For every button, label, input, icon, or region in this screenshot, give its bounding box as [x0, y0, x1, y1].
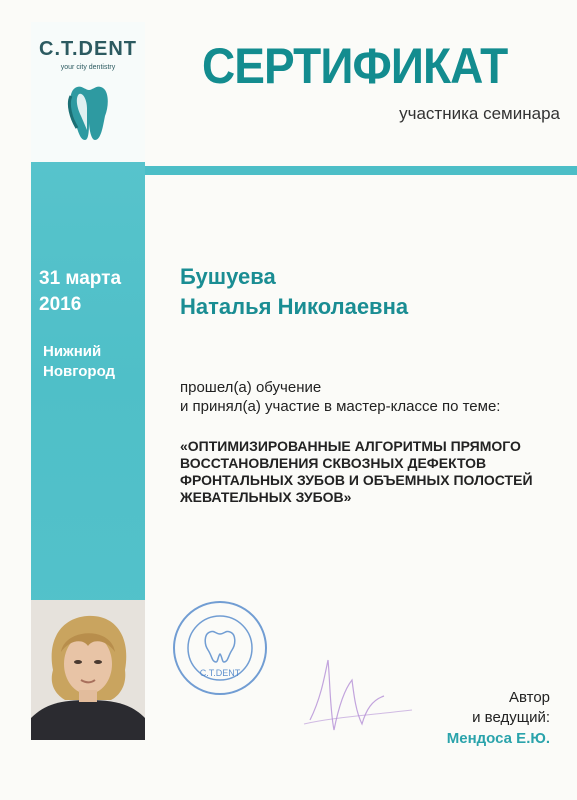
certificate-title: СЕРТИФИКАТ: [201, 38, 508, 94]
participant-name: [180, 262, 560, 322]
author-label: [400, 688, 550, 728]
participant-given-names: Наталья Николаевна: [180, 294, 409, 319]
intro-line-2: и принял(а) участие в мастер-классе по теме:: [180, 398, 501, 415]
intro-line-1: прошел(а) обучение: [180, 379, 322, 396]
certificate-subtitle: участника семинара: [399, 104, 560, 123]
portrait-image: [31, 600, 145, 740]
author-name: Мендоса Е.Ю.: [446, 730, 550, 747]
accent-band: [145, 166, 577, 175]
event-date: [39, 266, 145, 318]
city-line1: Нижний: [43, 343, 102, 360]
seal-stamp-icon: [170, 598, 270, 698]
city-line2: Новгород: [43, 363, 116, 380]
author-label-line1: Автор: [508, 689, 550, 706]
brand-tagline: your city dentistry: [60, 64, 116, 71]
date-year: 2016: [39, 294, 82, 315]
participant-surname: Бушуева: [180, 264, 276, 289]
stamp-text: C.T.DENT: [199, 668, 241, 678]
date-day-month: 31 марта: [39, 268, 122, 289]
tooth-logo-icon: [65, 82, 113, 146]
author-label-line2: и ведущий:: [472, 709, 550, 726]
brand-name: C.T.DENT: [39, 38, 137, 60]
seminar-topic: «ОПТИМИЗИРОВАННЫЕ АЛГОРИТМЫ ПРЯМОГО ВОССТАНОВЛЕНИЯ СКВОЗНЫХ ДЕФЕКТОВ ФРОНТАЛЬНЫХ ЗУБОВ И ОБЪЕМНЫХ ПОЛОСТЕЙ ЖЕВАТЕЛЬНЫХ ЗУБОВ»: [180, 438, 533, 505]
logo-box: [31, 22, 145, 162]
event-city: [43, 342, 143, 382]
participant-photo: [31, 600, 145, 740]
intro-text: [180, 378, 570, 416]
